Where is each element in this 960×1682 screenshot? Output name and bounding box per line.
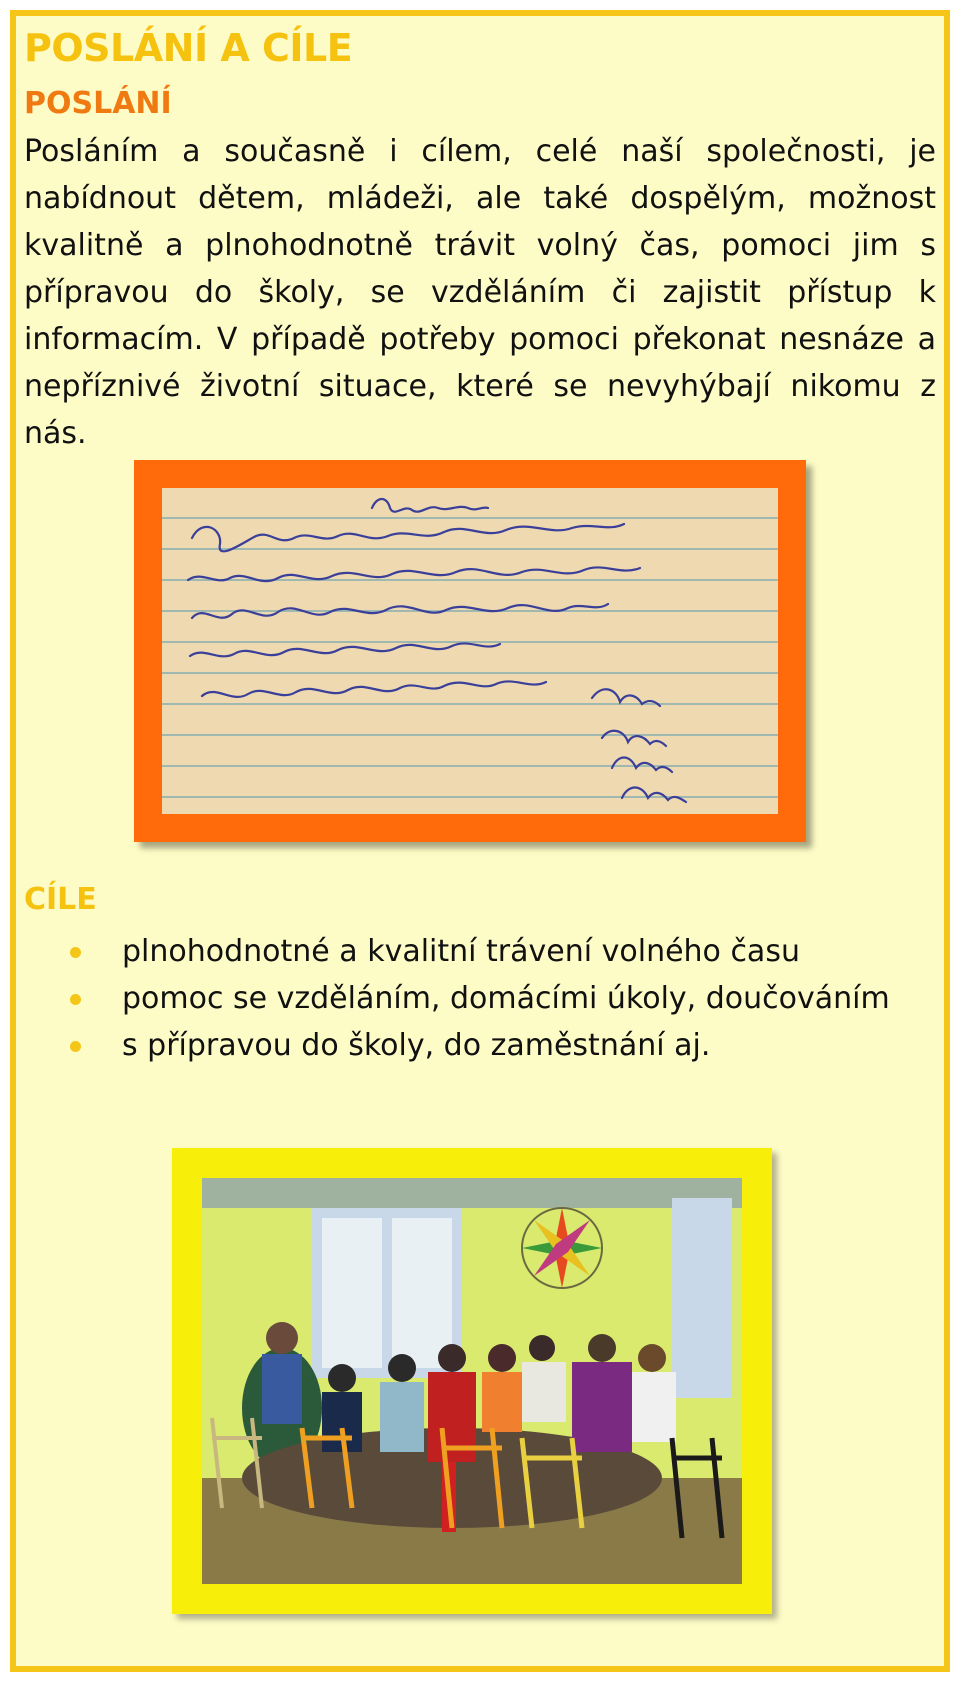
bullet-icon — [70, 947, 81, 958]
page-frame — [10, 10, 950, 1672]
goal-text: plnohodnotné a kvalitní trávení volného času — [122, 934, 800, 969]
goals-list — [70, 928, 930, 1069]
group-activity-photo — [202, 1178, 742, 1584]
goals-heading: CÍLE — [24, 882, 97, 917]
goal-item — [70, 928, 930, 975]
goal-text: pomoc se vzděláním, domácími úkoly, doučováním — [122, 981, 890, 1016]
goal-text: s přípravou do školy, do zaměstnání aj. — [122, 1028, 711, 1063]
mission-heading: POSLÁNÍ — [24, 86, 172, 121]
handwritten-note-image — [162, 488, 778, 814]
handwriting-scribble — [162, 488, 778, 814]
goal-item — [70, 1022, 930, 1069]
photo-illustration — [202, 1178, 742, 1584]
bullet-icon — [70, 1041, 81, 1052]
photo-frame — [172, 1148, 772, 1614]
goal-item — [70, 975, 930, 1022]
handwritten-note-frame — [134, 460, 806, 842]
mission-text: Posláním a současně i cílem, celé naší společnosti, je nabídnout dětem, mládeži, ale také dospělým, možnost kvalitně a plnohodnotně trávit volný čas, pomoci jim s přípravou do školy, se vzděláním či zajistit přístup k informacím. V případě potřeby pomoci překonat nesnáze a nepříznivé životní situace, které se nevyhýbají nikomu z nás. — [24, 134, 936, 451]
page-title: POSLÁNÍ A CÍLE — [24, 26, 353, 70]
bullet-icon — [70, 994, 81, 1005]
